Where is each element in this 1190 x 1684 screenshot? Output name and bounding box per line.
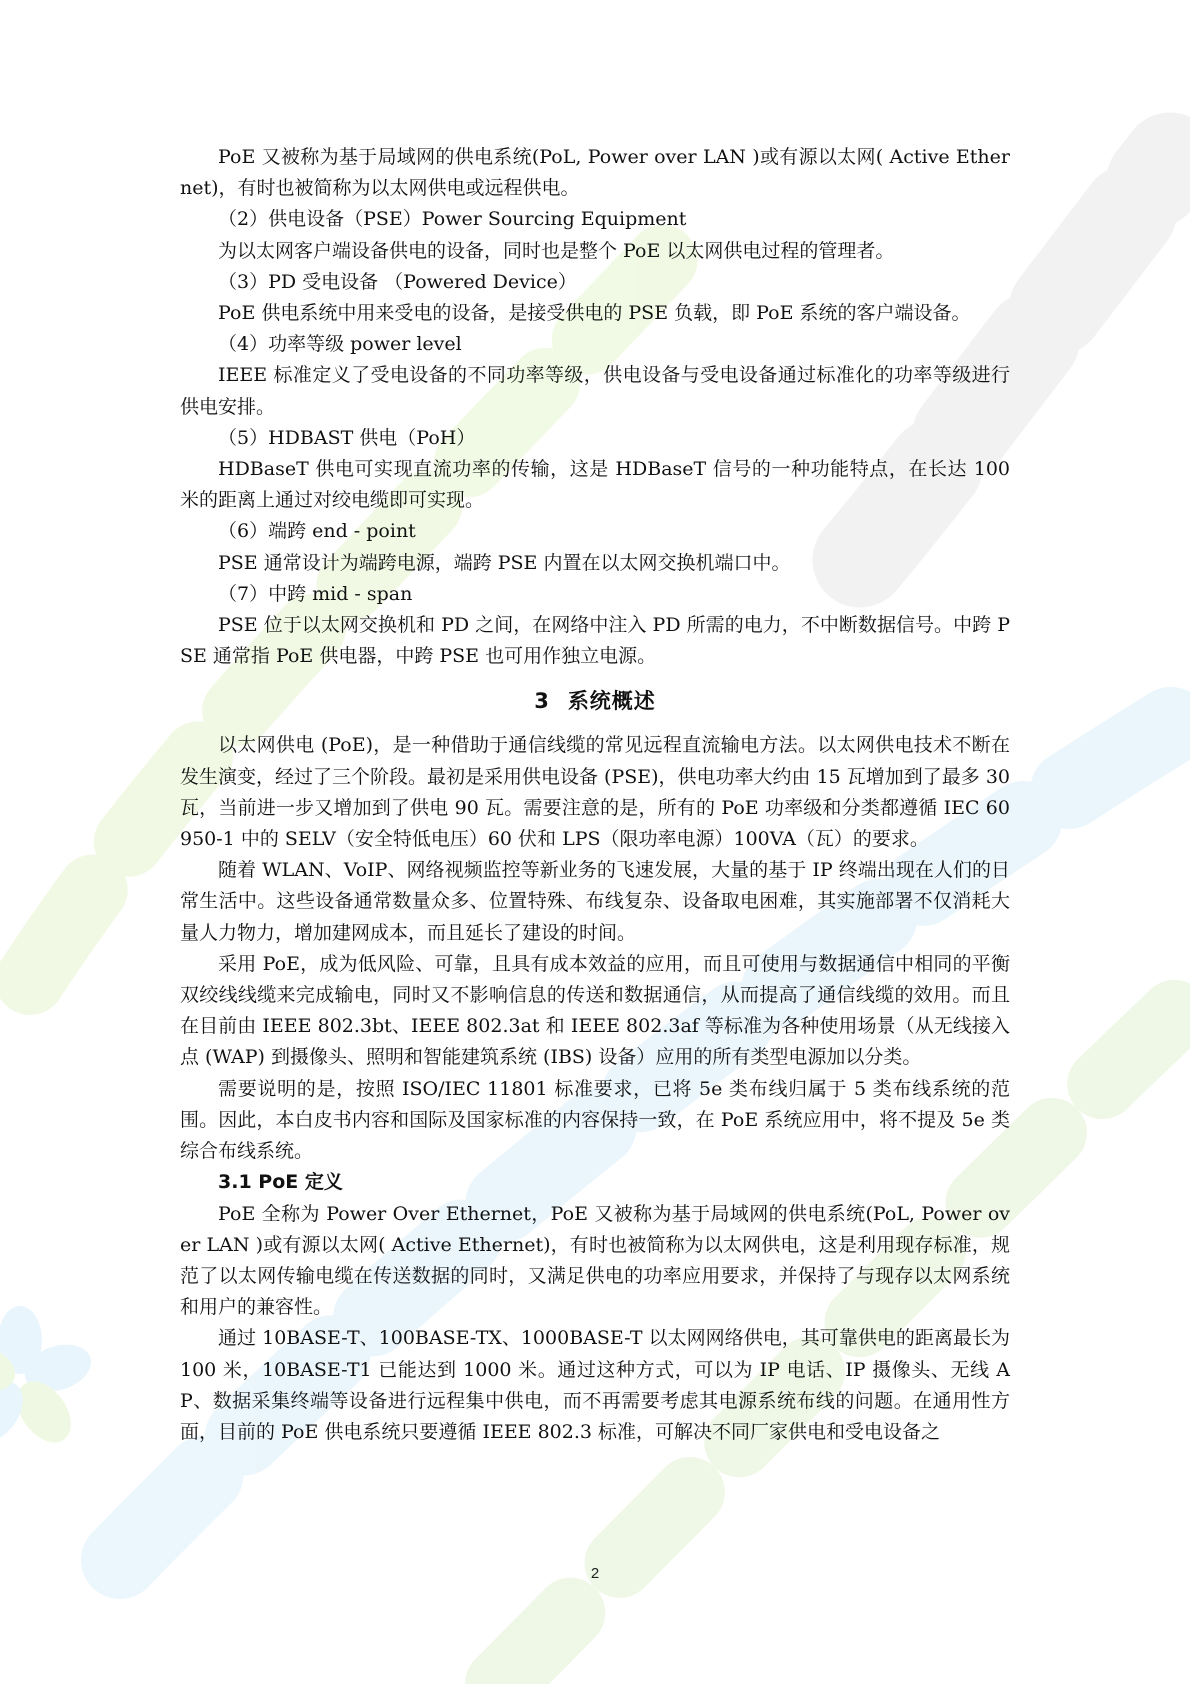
- section-3-1-paragraph-1: PoE 全称为 Power Over Ethernet，PoE 又被称为基于局域网的供电系统(PoL, Power over LAN )或有源以太网( Active Ethernet)，有时也被简称为以太网供电，这是利用现存标准，规范了以太网传输电缆在传送数据的同时，又满足供电的功率应用要求，并保持了与现存以太网系统和用户的兼容性。: [180, 1202, 1010, 1319]
- section-3-paragraph-2: 随着 WLAN、VoIP、网络视频监控等新业务的飞速发展，大量的基于 IP 终端出现在人们的日常生活中。这些设备通常数量众多、位置特殊、布线复杂、设备取电困难，其实施部署不仅消耗大量人力物力，增加建网成本，而且延长了建设的时间。: [180, 859, 1010, 944]
- item-2-body: 为以太网客户端设备供电的设备，同时也是整个 PoE 以太网供电过程的管理者。: [218, 239, 895, 262]
- item-7-body: PSE 位于以太网交换机和 PD 之间，在网络中注入 PD 所需的电力，不中断数据信号。中跨 PSE 通常指 PoE 供电器，中跨 PSE 也可用作独立电源。: [180, 614, 1010, 668]
- item-3-body: PoE 供电系统中用来受电的设备，是接受供电的 PSE 负载，即 PoE 系统的客户端设备。: [218, 302, 971, 325]
- item-2-title: （2）供电设备（PSE）Power Sourcing Equipment: [218, 208, 687, 231]
- item-3-title: （3）PD 受电设备 （Powered Device）: [218, 270, 577, 293]
- item-6-title: （6）端跨 end - point: [218, 520, 416, 543]
- section-3-title: 系统概述: [567, 689, 656, 714]
- section-3-number: 3: [534, 689, 550, 714]
- page-number: 2: [590, 1565, 600, 1582]
- section-3-heading: [180, 686, 1010, 716]
- item-5-title: （5）HDBAST 供电（PoH）: [218, 426, 476, 449]
- section-3-paragraph-3: 采用 PoE，成为低风险、可靠，且具有成本效益的应用，而且可使用与数据通信中相同的平衡双绞线线缆来完成输电，同时又不影响信息的传送和数据通信，从而提高了通信线缆的效用。而且在目前由 IEEE 802.3bt、IEEE 802.3at 和 IEEE 802.3af 等标准为各种使用场景（从无线接入点 (WAP) 到摄像头、照明和智能建筑系统 (IBS) 设备）应用的所有类型电源加以分类。: [180, 952, 1010, 1069]
- section-3-paragraph-1: 以太网供电 (PoE)，是一种借助于通信线缆的常见远程直流输电方法。以太网供电技术不断在发生演变，经过了三个阶段。最初是采用供电设备 (PSE)，供电功率大约由 15 瓦增加到了最多 30 瓦，当前进一步又增加到了供电 90 瓦。需要注意的是，所有的 PoE 功率级和分类都遵循 IEC 60950-1 中的 SELV（安全特低电压）60 伏和 LPS（限功率电源）100VA（瓦）的要求。: [180, 734, 1011, 851]
- section-3-1-heading: 3.1 PoE 定义: [218, 1171, 343, 1194]
- section-3-paragraph-4: 需要说明的是，按照 ISO/IEC 11801 标准要求，已将 5e 类布线归属于 5 类布线系统的范围。因此，本白皮书内容和国际及国家标准的内容保持一致，在 PoE 系统应用中，将不提及 5e 类综合布线系统。: [180, 1077, 1010, 1163]
- item-4-body: IEEE 标准定义了受电设备的不同功率等级，供电设备与受电设备通过标准化的功率等级进行供电安排。: [180, 364, 1010, 418]
- flower-logo-icon: [0, 1306, 97, 1452]
- item-7-title: （7）中跨 mid - span: [218, 582, 413, 605]
- item-4-title: （4）功率等级 power level: [218, 333, 462, 356]
- document-body: [180, 142, 1010, 1448]
- section-3-1-paragraph-2: 通过 10BASE-T、100BASE-TX、1000BASE-T 以太网网络供电，其可靠供电的距离最长为 100 米，10BASE-T1 已能达到 1000 米。通过这种方式，可以为 IP 电话、IP 摄像头、无线 AP、数据采集终端等设备进行远程集中供电，而不再需要考虑其电源系统布线的问题。在通用性方面，目前的 PoE 供电系统只要遵循 IEEE 802.3 标准，可解决不同厂家供电和受电设备之: [180, 1327, 1010, 1443]
- item-5-body: HDBaseT 供电可实现直流功率的传输，这是 HDBaseT 信号的一种功能特点，在长达 100 米的距离上通过对绞电缆即可实现。: [180, 458, 1010, 512]
- paragraph-poe-alias: PoE 又被称为基于局域网的供电系统(PoL, Power over LAN )或有源以太网( Active Ethernet)，有时也被简称为以太网供电或远程供电。: [180, 146, 1010, 200]
- item-6-body: PSE 通常设计为端跨电源，端跨 PSE 内置在以太网交换机端口中。: [218, 551, 791, 574]
